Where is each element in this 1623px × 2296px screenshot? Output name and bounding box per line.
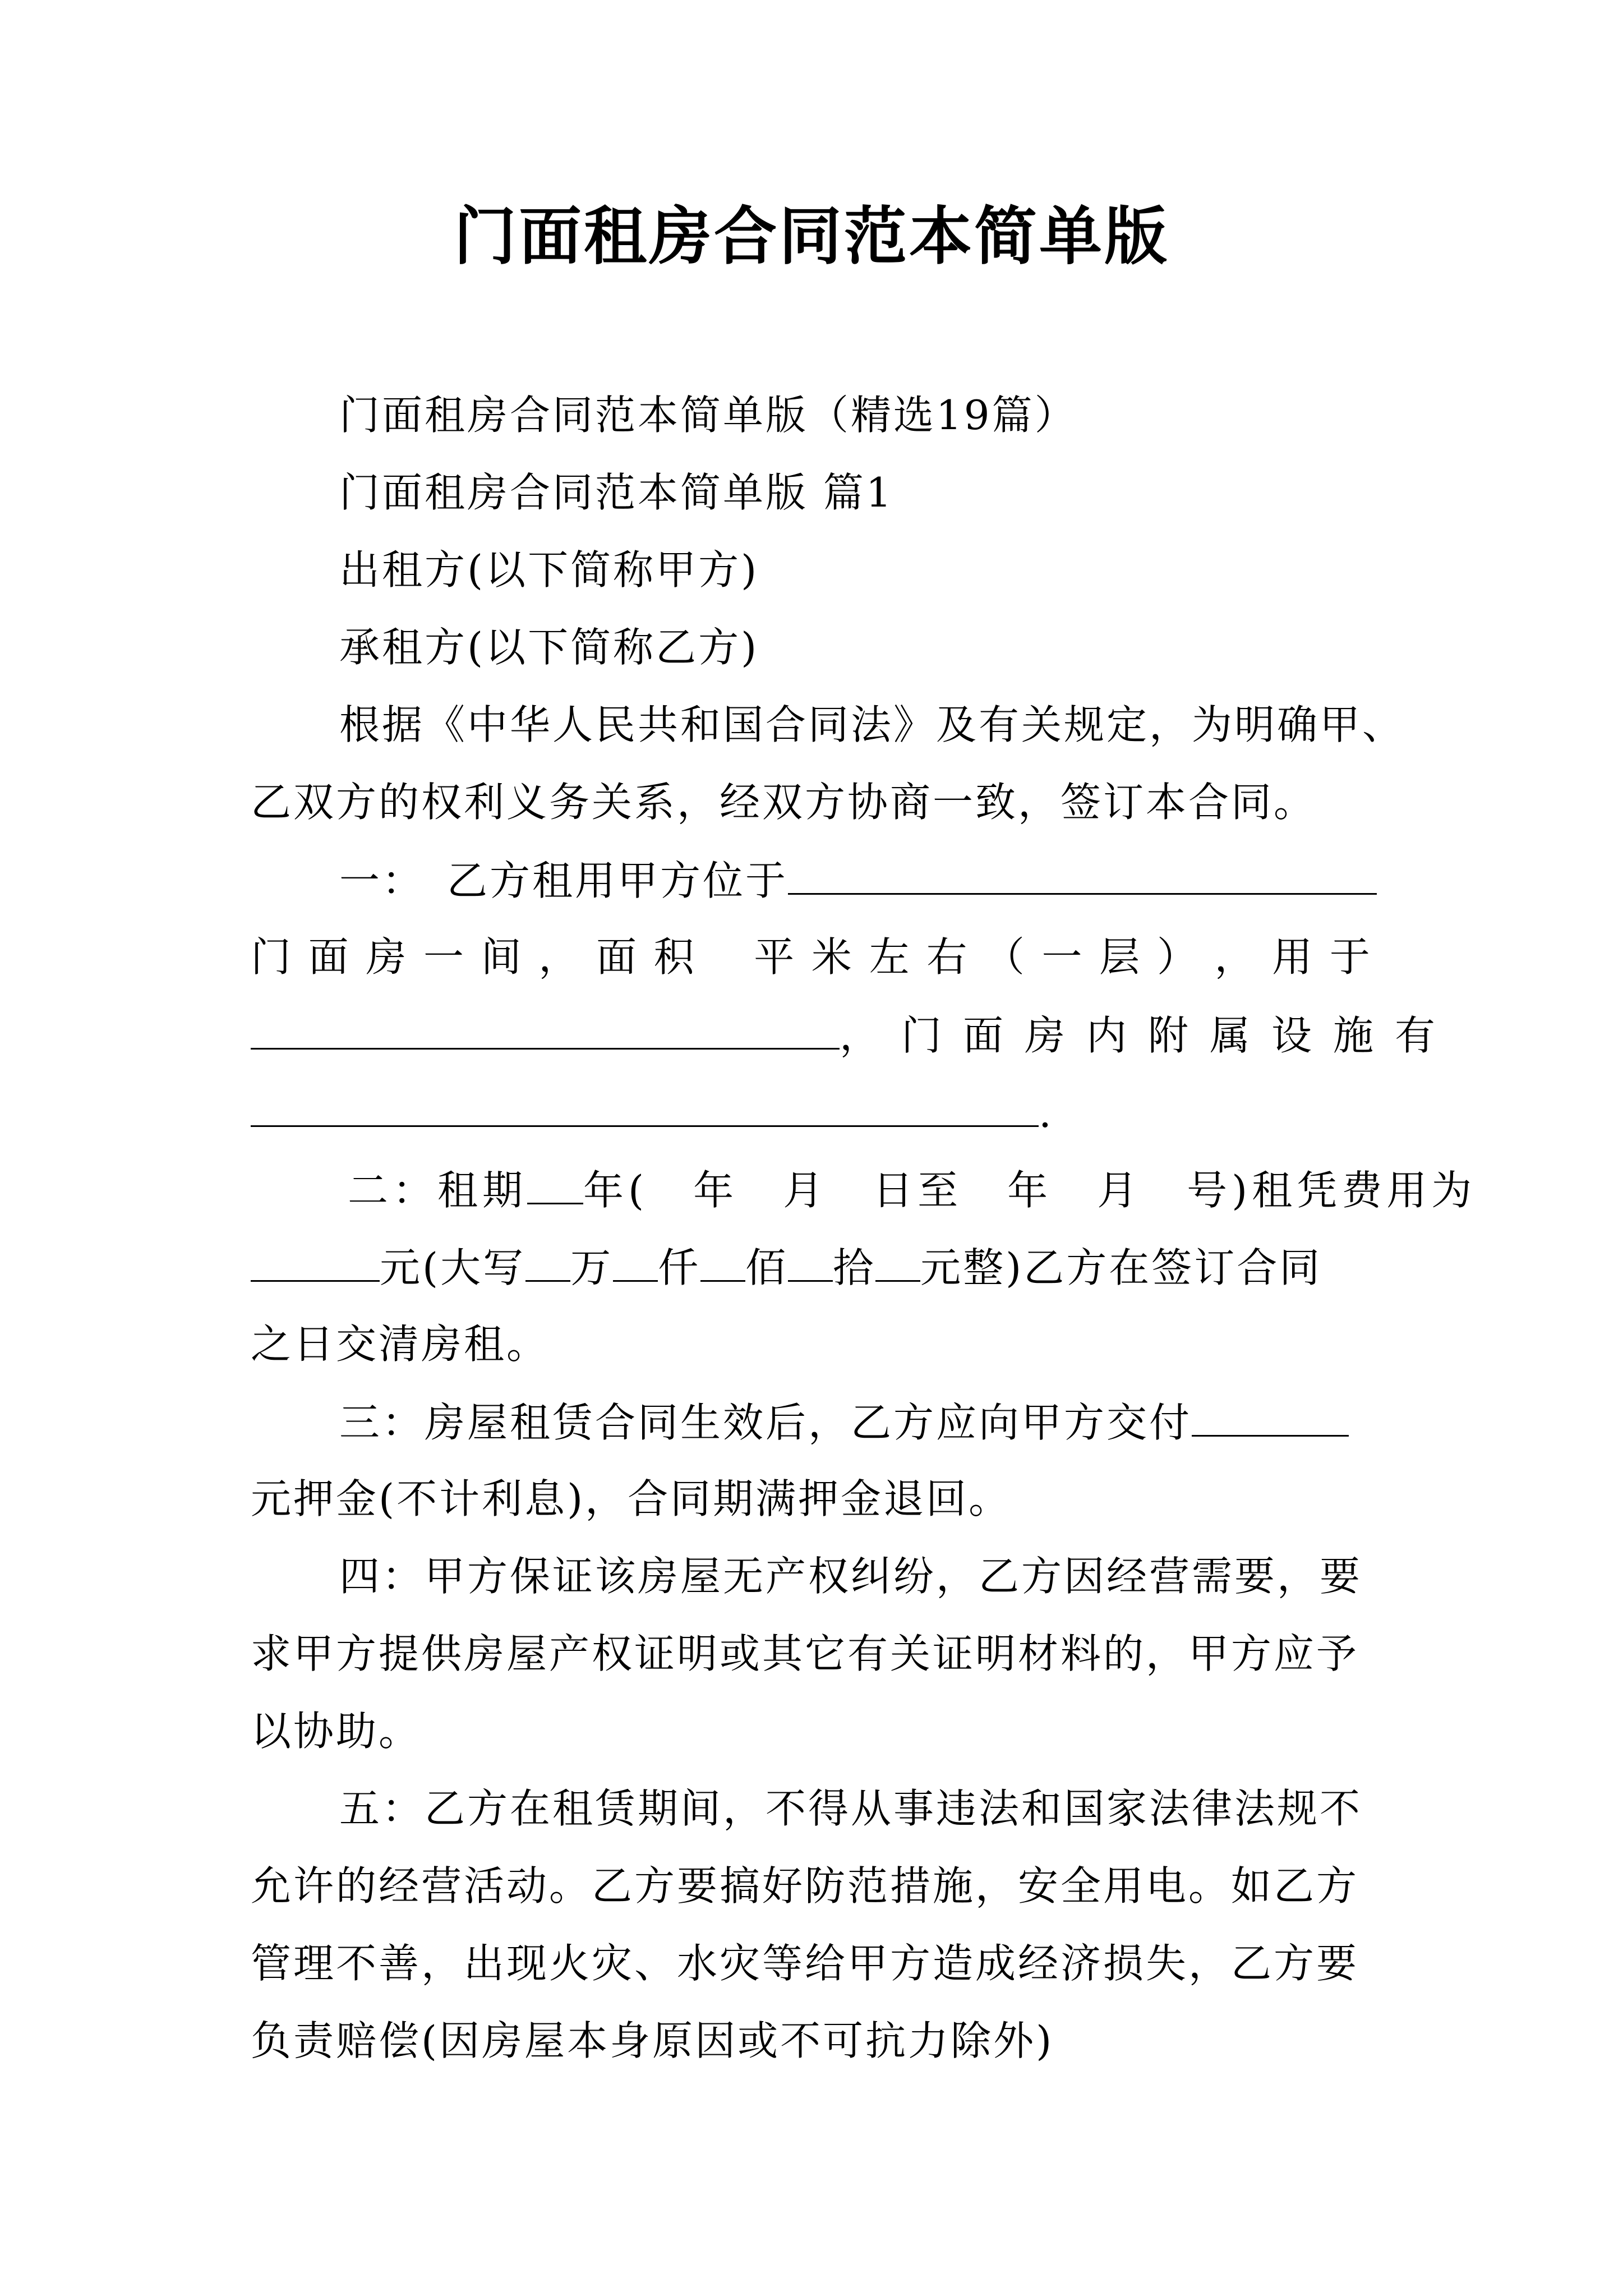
clause-4-line-2: 求甲方提供房屋产权证明或其它有关证明材料的，甲方应予 (251, 1630, 1359, 1677)
c1-char: ） (1156, 933, 1200, 981)
facilities-text: ，门面房内附属设施有 (840, 1012, 1457, 1059)
c1-char: 于 (1329, 933, 1372, 981)
facilities-blank (251, 1084, 1039, 1127)
clause-2-line-1 (348, 1161, 1476, 1218)
c1-char: 面 (308, 933, 351, 981)
c1-char: 右 (926, 933, 970, 981)
c1-char: 左 (869, 933, 912, 981)
c1-char: 房 (366, 933, 409, 981)
qian-blank (613, 1239, 658, 1282)
clause-2-line-2 (251, 1239, 1322, 1296)
yuan-text: 元整)乙方在签订合同 (920, 1244, 1322, 1291)
lease-term-text: 年( 年 月 日至 年 月 号)租凭费用为 (583, 1167, 1477, 1214)
purpose-blank (251, 1006, 840, 1050)
clause-1-line-4 (251, 1084, 1054, 1141)
deposit-blank (1192, 1393, 1349, 1437)
period: . (1039, 1089, 1054, 1137)
amount-blank (251, 1239, 380, 1282)
lease-term-label: 二：租期 (348, 1167, 528, 1214)
c1-char: 米 (811, 933, 854, 981)
c1-char: 用 (1272, 933, 1315, 981)
clause-5-line-2: 允许的经营活动。乙方要搞好防范措施，安全用电。如乙方 (251, 1862, 1359, 1910)
c1-char: ， (1214, 933, 1257, 981)
clause-1-text: 一： 乙方租用甲方位于 (339, 857, 789, 904)
clause-5-line-4: 负责赔偿(因房屋本身原因或不可抗力除外) (251, 2017, 1054, 2064)
clause-1-line-2 (251, 929, 1372, 985)
document-title: 门面租房合同范本简单版 (454, 200, 1169, 273)
c1-char: 间 (481, 933, 524, 981)
lessor-line: 出租方(以下简称甲方) (339, 546, 759, 593)
c1-char: 一 (1041, 933, 1085, 981)
lessee-line: 承租方(以下简称乙方) (339, 624, 759, 671)
location-blank (788, 852, 1377, 895)
wan-text: 万 (570, 1244, 614, 1291)
clause-5-line-3: 管理不善，出现火灾、水灾等给甲方造成经济损失，乙方要 (251, 1940, 1359, 1987)
section-heading: 门面租房合同范本简单版 篇1 (339, 469, 894, 516)
c1-char: 门 (251, 933, 294, 981)
yuan-blank (875, 1239, 920, 1282)
years-blank (527, 1161, 583, 1204)
bai-text: 佰 (745, 1244, 789, 1291)
shi-text: 拾 (833, 1244, 876, 1291)
clause-2-line-3: 之日交清房租。 (251, 1320, 550, 1368)
clause-5-line-1: 五：乙方在租赁期间，不得从事违法和国家法律法规不 (339, 1785, 1363, 1832)
amount-text: 元(大写 (380, 1244, 526, 1291)
preamble-line-1: 根据《中华人民共和国合同法》及有关规定，为明确甲、 (339, 701, 1405, 748)
bai-blank (700, 1239, 745, 1282)
clause-3-line-1 (339, 1393, 1349, 1451)
clause-3-line-2: 元押金(不计利息)，合同期满押金退回。 (251, 1475, 1012, 1522)
c1-char: 积 (653, 933, 697, 981)
deposit-text: 三：房屋租赁合同生效后，乙方应向甲方交付 (339, 1399, 1192, 1446)
clause-1-line-1 (339, 852, 1377, 909)
clause-4-line-3: 以协助。 (251, 1708, 422, 1755)
c1-char: ， (538, 933, 582, 981)
wan-blank (525, 1239, 570, 1282)
preamble-line-2: 乙双方的权利义务关系，经双方协商一致，签订本合同。 (251, 779, 1317, 826)
shi-blank (788, 1239, 833, 1282)
clause-4-line-1: 四：甲方保证该房屋无产权纠纷，乙方因经营需要，要 (339, 1553, 1363, 1600)
c1-char: 层 (1099, 933, 1142, 981)
c1-char: 平 (711, 933, 797, 981)
c1-char: 面 (596, 933, 639, 981)
qian-text: 仟 (658, 1244, 701, 1291)
c1-char: 一 (423, 933, 466, 981)
subtitle: 门面租房合同范本简单版（精选19篇） (339, 392, 1077, 439)
c1-char: （ (984, 933, 1027, 981)
clause-1-line-3 (251, 1006, 1457, 1064)
